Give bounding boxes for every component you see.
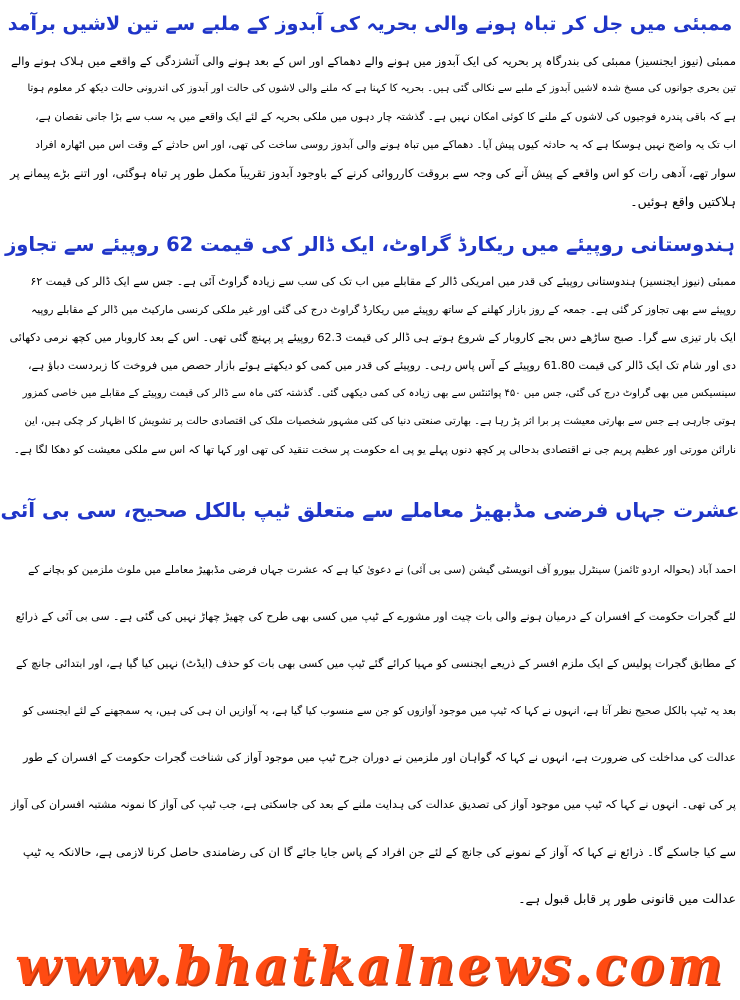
article-1-line: تین بحری جوانوں کی مسخ شدہ لاشیں آبدوز کے ملبے سے نکالی گئی ہیں۔ بحریہ کا کہنا ہے کہ ملنے والی لاشوں کی حالت اور آبدوز کی اندرونی حالت دیکھ کر معلوم ہوتا xyxy=(27,83,736,94)
site-url-banner: www.bhatkalnews.com xyxy=(15,936,725,997)
article-3-line: لئے گجرات حکومت کے افسران کے درمیان ہونے والی بات چیت اور مشورے کے ٹیپ میں کسی بھی طرح کی چھیڑ چھاڑ نہیں کی گئی ہے۔ سی بی آئی کے ذرائع xyxy=(15,610,736,623)
article-3-line: کے مطابق گجرات پولیس کے ایک ملزم افسر کے ذریعے ایجنسی کو مہیا کرائے گئے ٹیپ میں کسی بھی بات کو حذف (ایڈٹ) نہیں کیا گیا ہے، اور ابتدائی جانچ کے xyxy=(15,657,736,670)
article-1-line: اب تک یہ واضح نہیں ہوسکا ہے کہ یہ حادثہ کیوں پیش آیا۔ دھماکے میں تباہ ہونے والی آبدوز روسی ساخت کی تھی، اور اس حادثے کے وقت اس میں اٹھارہ افراد xyxy=(35,139,736,151)
article-1-line: ہے کہ باقی پندرہ فوجیوں کی لاشوں کے ملنے کا کوئی امکان نہیں ہے۔ گذشتہ چار دہوں میں ملکی بحریہ کے لئے ایک واقعے میں یہ سب سے بڑا جانی نقصان ہے، xyxy=(35,111,736,123)
article-3-line: پر کی تھی۔ انہوں نے کہا کہ ٹیپ میں موجود آواز کی تصدیق عدالت کی ہدایت ملنے کے بعد کی جاسکتی ہے، جب ٹیپ کی آواز کا نمونہ مشتبہ افسران کی آواز xyxy=(10,798,736,811)
article-1-headline: ممبئی میں جل کر تباہ ہونے والی بحریہ کی آبدوز کے ملبے سے تین لاشیں برآمد xyxy=(7,13,733,35)
article-1-line: ہلاکتیں واقع ہوئیں۔ xyxy=(630,195,736,209)
article-3-line: سے کیا جاسکے گا۔ ذرائع نے کہا کہ آواز کے نمونے کی جانچ کے لئے جن افراد کے پاس جایا جائے گا ان کی رضامندی حاصل کرنا لازمی ہے، حالانکہ یہ ٹیپ xyxy=(22,845,736,859)
article-3-headline: عشرت جہاں فرضی مڈبھیڑ معاملے سے متعلق ٹیپ بالکل صحیح، سی بی آئی xyxy=(0,498,740,522)
article-3-line: بعد یہ ٹیپ بالکل صحیح نظر آتا ہے، انہوں نے کہا کہ ٹیپ میں موجود آوازوں کو جن سے منسوب کیا گیا ہے، یہ آوازیں ان ہی کی ہیں، یہ سمجھنے کے لئے ایجنسی کو xyxy=(22,705,736,717)
article-3-line: عدالت کی مداخلت کی ضرورت ہے، انہوں نے کہا کہ گواہان اور ملزمین نے دوران جرح ٹیپ میں موجود آواز کی شناخت گجرات حکومت کے افسران کے طور xyxy=(23,751,736,764)
article-2-line: دی اور شام تک ایک ڈالر کی قیمت 61.80 روپیئے کے آس پاس رہی۔ روپیئے کی قدر میں کمی کو دیکھتے ہوئے بازار حصص میں فروخت کا زبردست دباؤ ہے، xyxy=(27,359,736,372)
article-2-line: ایک بار تیزی سے گرا۔ صبح ساڑھے دس بجے کاروبار کے شروع ہوتے ہی ڈالر کی قیمت 62.3 روپیئے پر پہنچ گئی تھی۔ اس کے بعد کاروبار میں کچھ نرمی دکھائی xyxy=(9,331,736,344)
article-1-line: ممبئی (نیوز ایجنسیز) ممبئی کی بندرگاہ پر بحریہ کی ایک آبدوز میں ہونے والے دھماکے اور اس کے بعد ہونے والی آتشزدگی کے واقعے میں ہلاک ہونے والے xyxy=(11,54,736,68)
article-2-line: روپیئے سے بھی تجاوز کر گئی ہے۔ جمعہ کے روز بازار کھلنے کے ساتھ روپیئے میں ریکارڈ گراوٹ درج کی گئی اور غیر ملکی کرنسی مارکیٹ میں ڈالر کے مقابلے روپیہ xyxy=(31,304,736,316)
article-3-line: احمد آباد (بحوالہ اردو ٹائمز) سینٹرل بیورو آف انویسٹی گیشن (سی بی آئی) نے دعویٰ کیا ہے کہ عشرت جہاں فرضی مڈبھیڑ معاملے میں ملوث ملزمین کو بچانے کے xyxy=(28,564,736,576)
article-2-line: ہوتی جارہی ہے جس سے بھارتی معیشت پر برا اثر پڑ رہا ہے۔ بھارتی صنعتی دنیا کی کئی مشہور شخصیات ملک کی اقتصادی حالت پر تشویش کا اظہار کر چکی ہیں، این xyxy=(24,416,736,427)
article-2-line: سینسیکس میں بھی گراوٹ درج کی گئی، جس میں ۴۵۰ پوائنٹس سے بھی زیادہ کی کمی دیکھی گئی۔ گذشتہ کئی ماہ سے ڈالر کی قیمت روپیئے کے مقابلے میں خاصی کمزور xyxy=(22,388,736,399)
article-2-line: نارائن مورتی اور عظیم پریم جی نے اقتصادی بدحالی پر کچھ دنوں پہلے یو پی اے حکومت پر سخت تنقید کی تھی اور کہا تھا کہ اس سے ملکی معیشت کو دھکا لگا ہے۔ xyxy=(13,444,736,456)
article-2-line: ممبئی (نیوز ایجنسیز) ہندوستانی روپیئے کی قدر میں امریکی ڈالر کے مقابلے میں اب تک کی سب سے زیادہ گراوٹ آئی ہے۔ جس سے ایک ڈالر کی قیمت ۶۲ xyxy=(30,275,736,288)
article-1-line: سوار تھے، آدھی رات کو اس واقعے کے پیش آنے کی وجہ سے بروقت کارروائی کرنے کے باوجود آبدوز تقریباً مکمل طور پر تباہ ہوگئی، اور اتنے بڑے پیمانے پر xyxy=(10,166,736,180)
article-3-line: عدالت میں قانونی طور پر قابل قبول ہے۔ xyxy=(518,892,736,906)
article-2-headline: ہندوستانی روپیئے میں ریکارڈ گراوٹ، ایک ڈالر کی قیمت 62 روپیئے سے تجاوز xyxy=(5,233,735,256)
